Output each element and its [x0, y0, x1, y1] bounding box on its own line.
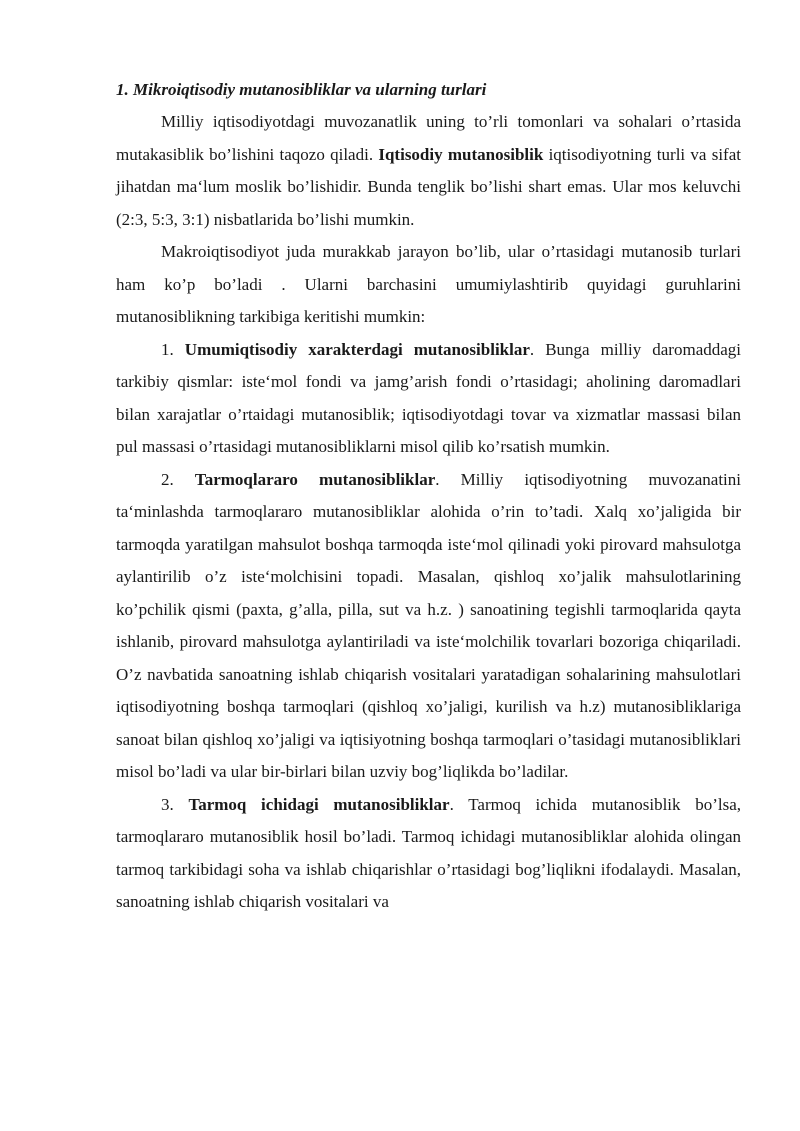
item-2-text: . Milliy iqtisodiyotning muvozanatini ta‘minlashda tarmoqlararo mutanosibliklar alohida o’rin to’tadi. Xalq xo’jaligida bir tarmoqda yaratilgan mahsulot boshqa tarmoqda iste‘mol qilinadi yoki pirovard mahsulotga aylantirilib o’z iste‘molchisini topadi. Masalan, qishloq xo’jalik mahsulotlarining ko’pchilik qismi (paxta, g’alla, pilla, sut va h.z. ) sanoatining tegishli tarmoqlarida qayta ishlanib, pirovard mahsulotga aylantiriladi va iste‘molchilik tovarlari bozoriga chiqariladi. O’z navbatida sanoatning ishlab chiqarish vositalari yaratadigan sohalarining mahsulotlari iqtisodiyotning boshqa tarmoqlari (qishloq xo’jaligi, kurilish va h.z) mutanosibliklariga sanoat bilan qishloq xo’jaligi va iqtisiyotning boshqa tarmoqlari o’tasidagi mutanosibliklari misol bo’ladi va ular bir-birlari bilan uzviy bog’liqlikda bo’ladilar.	[116, 469, 741, 781]
item-2-term: Tarmoqlararo mutanosibliklar	[194, 469, 436, 489]
document-page	[116, 74, 741, 919]
item-2-number: 2.	[161, 469, 195, 489]
paragraph-intro-rest: iqtisodiyotning turli va sifat jihatdan ma‘lum moslik bo’lishidir. Bunda tenglik bo’lishi shart emas. Ular mos keluvchi (2:3, 5:3, 3:1) nisbatlarida bo’lishi mumkin.	[116, 144, 741, 229]
paragraph-item-2	[116, 464, 741, 789]
paragraph-macro-text: Makroiqtisodiyot juda murakkab jarayon bo’lib, ular o’rtasidagi mutanosib turlari ham ko’p bo’ladi . Ularni barchasini umumiylashtirib quyidagi guruhlarini mutanosiblikning tarkibiga keritishi mumkin:	[116, 242, 741, 326]
paragraph-item-1	[116, 334, 741, 464]
item-1-text: . Bunga milliy daromaddagi tarkibiy qismlar: iste‘mol fondi va jamg’arish fondi o’rtasidagi; aholining daromadlari bilan xarajatlar o’rtaidagi mutanosiblik; iqtisodiyotdagi tovar va xizmatlar massasi bilan pul massasi o’rtasidagi mutanosibliklarni misol qilib ko’rsatish mumkin.	[116, 339, 742, 456]
item-3-term: Tarmoq ichidagi mutanosibliklar	[188, 794, 450, 814]
item-3-text: . Tarmoq ichida mutanosiblik bo’lsa, tarmoqlararo mutanosiblik hosil bo’ladi. Tarmoq ichidagi mutanosibliklar alohida olingan tarmoq tarkibidagi soha va ishlab chiqarishlar o’rtasidagi bog’liqlikni ifodalaydi. Masalan, sanoatning ishlab chiqarish vositalari va	[116, 794, 741, 911]
paragraph-macro	[116, 236, 741, 334]
paragraph-intro	[116, 106, 741, 236]
item-3-number: 3.	[161, 794, 189, 814]
paragraph-intro-term: Iqtisodiy mutanosiblik	[378, 144, 544, 164]
paragraph-intro-text: Milliy iqtisodiyotdagi muvozanatlik uning to’rli tomonlari va sohalari o’rtasida mutakasiblik bo’lishini taqozo qiladi.	[116, 112, 741, 164]
paragraph-item-3	[116, 789, 741, 919]
item-1-number: 1.	[161, 339, 185, 359]
item-1-term: Umumiqtisodiy xarakterdagi mutanosibliklar	[184, 339, 530, 359]
section-heading: 1. Mikroiqtisodiy mutanosibliklar va ularning turlari	[116, 80, 487, 99]
